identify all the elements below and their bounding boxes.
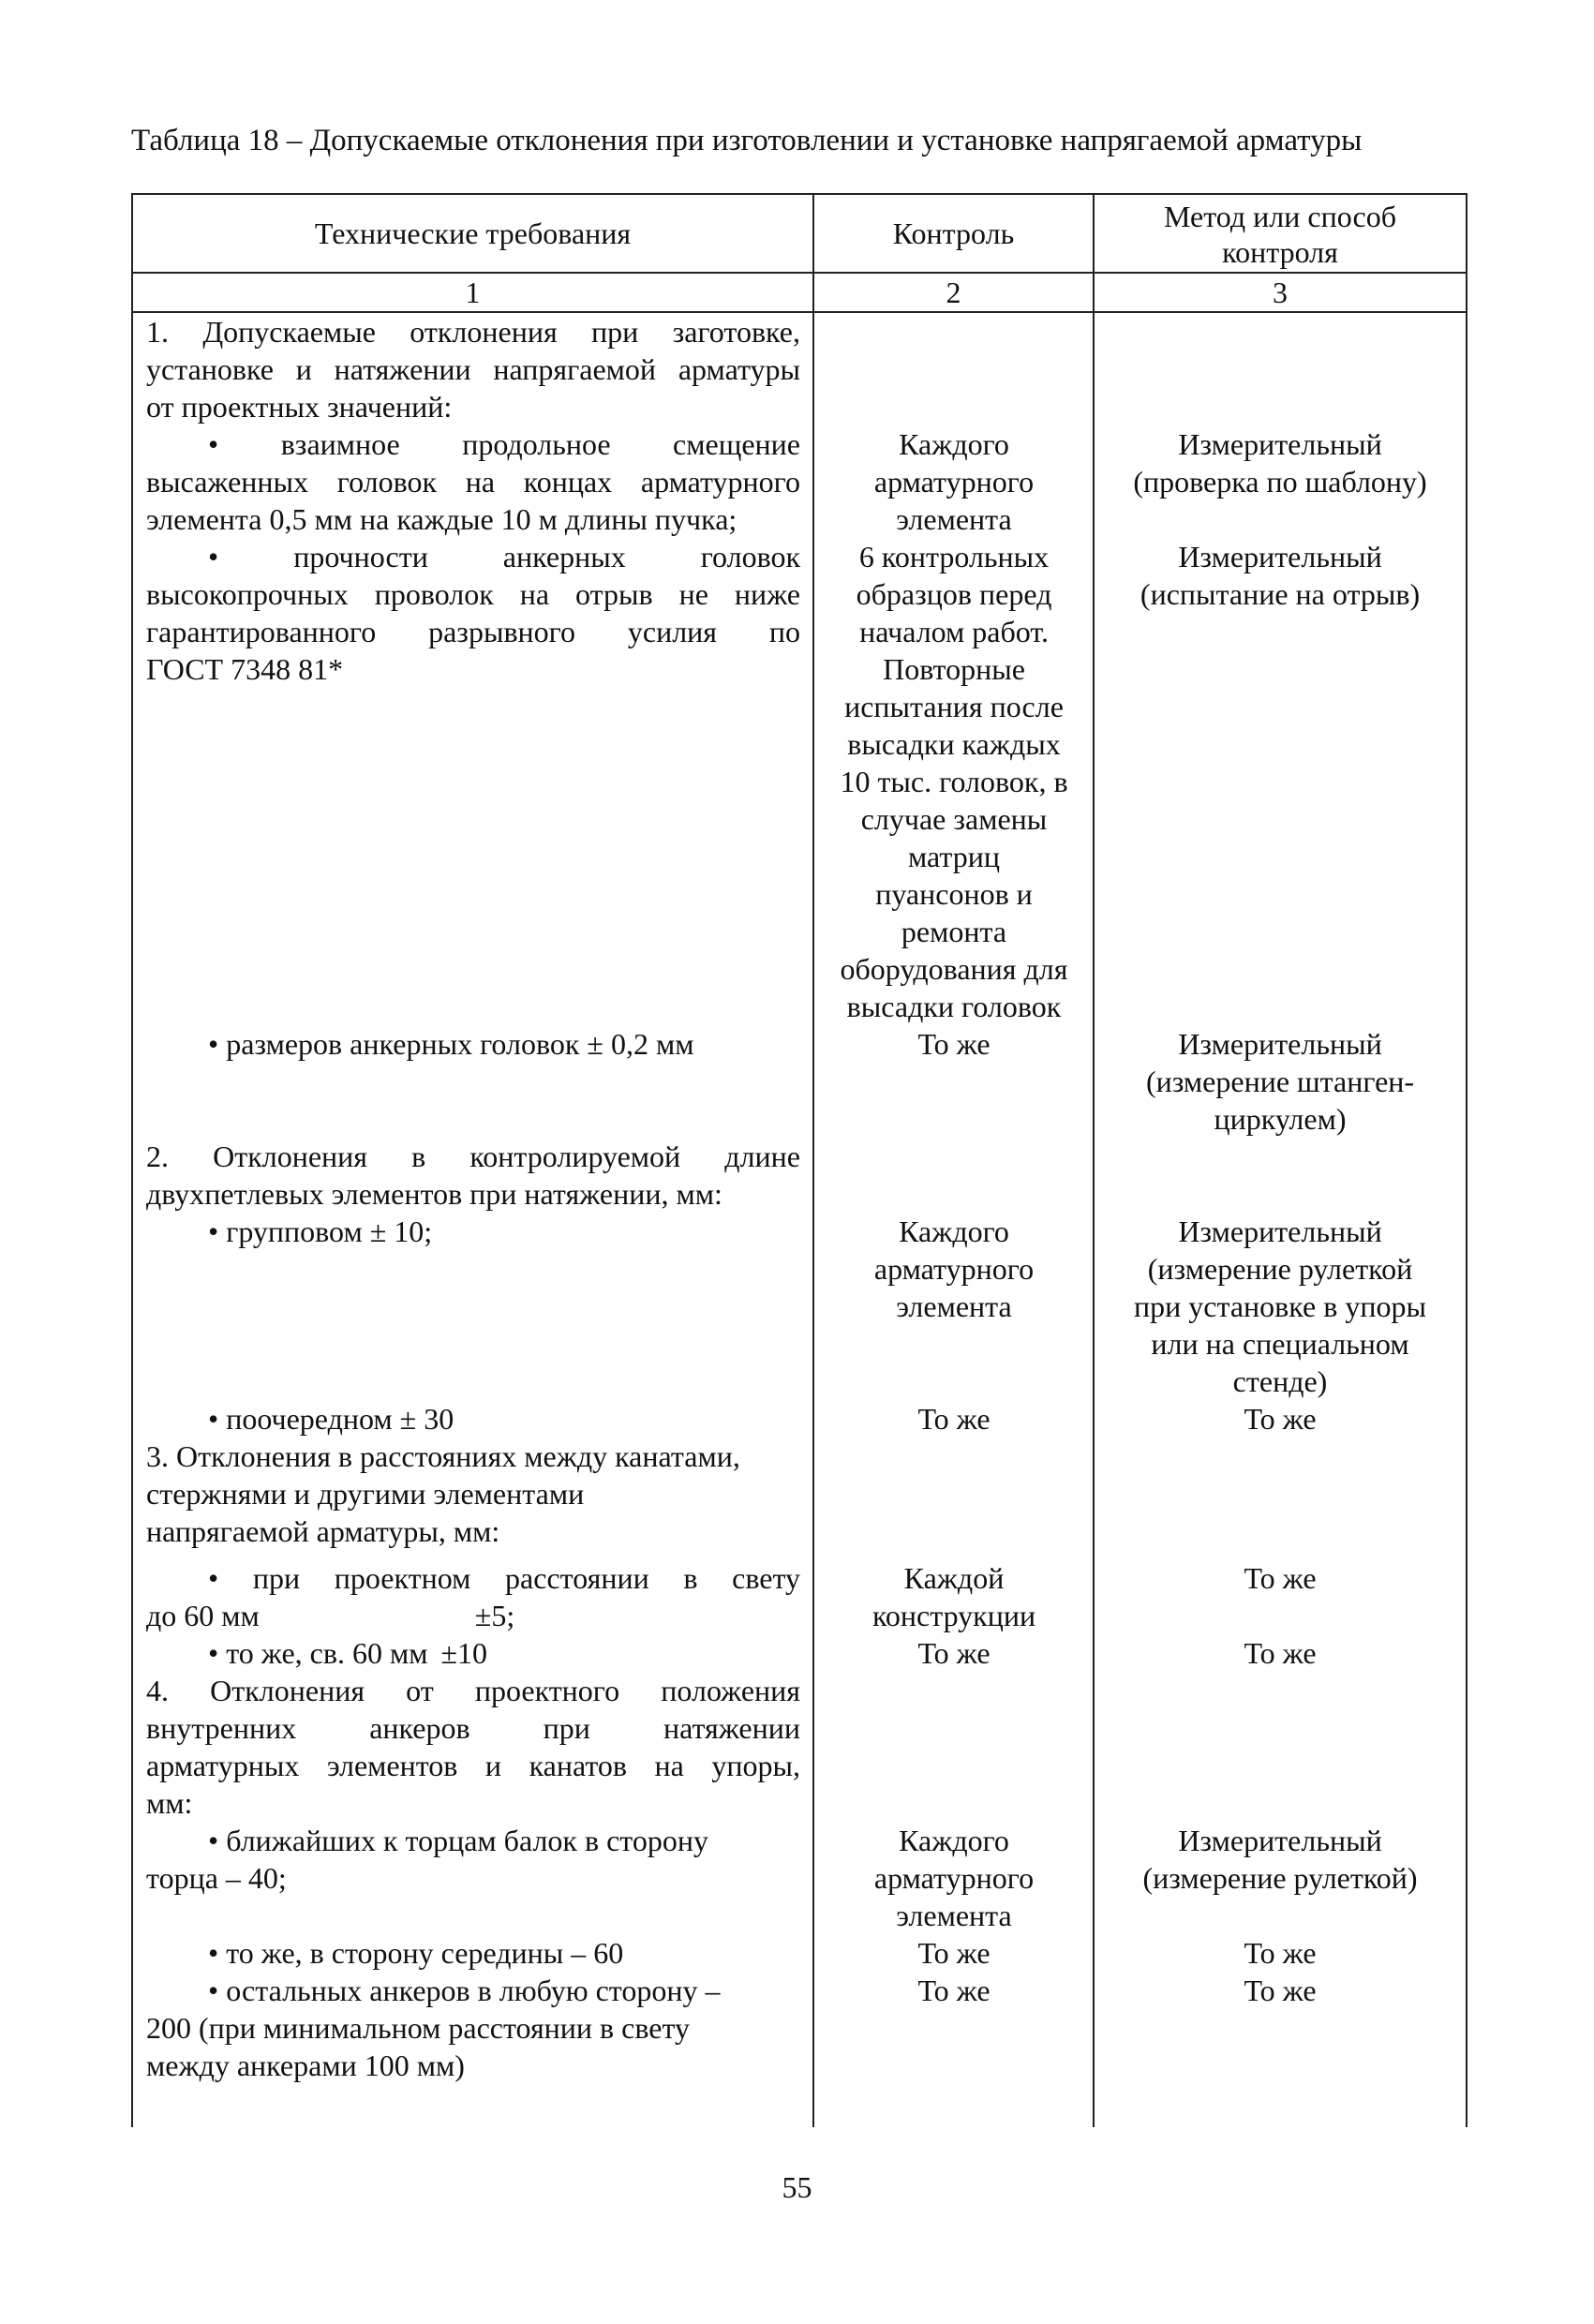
bullet-icon — [208, 1027, 226, 1061]
section-4-item-b-method: То же — [1244, 1936, 1317, 1970]
bullet-icon — [208, 1936, 226, 1970]
header-control: Контроль — [892, 216, 1015, 250]
section-4-item-a-control: Каждого арматурного элемента — [873, 1824, 1035, 1932]
section-1-item-a-control: Каждого арматурного элемента — [873, 427, 1035, 536]
table-caption: Таблица 18 – Допускаемые отклонения при изготовлении и установке напрягаемой арматуры — [131, 124, 1363, 157]
section-4-item-a-method: Измерительный (измерение рулеткой) — [1142, 1824, 1418, 1895]
requirements-table — [131, 193, 1467, 2127]
section-4-title: 4. Отклонения от проектного положения внутренних анкеров при натяжении арматурных элементов и канатов на упоры, мм: — [146, 1674, 800, 1820]
section-3-item-b: • то же, св. 60 мм ±10 — [146, 1634, 800, 1672]
section-1-item-c: • размеров анкерных головок ± 0,2 мм — [146, 1025, 800, 1063]
section-3-title: 3. Отклонения в расстояниях между канатами, стержнями и другими элементами напрягаемой арматуры, мм: — [146, 1439, 740, 1548]
section-1-item-a: • взаимное продольное смещение высаженных головок на концах арматурного элемента 0,5 мм на каждые 10 м длины пучка; — [146, 425, 800, 538]
section-3-item-a-control: Каждой конструкции — [871, 1561, 1036, 1632]
section-1-item-b-control: 6 контрольных образцов перед началом работ. Повторные испытания после высадки каждых 10 тыс. головок, в случае замены матриц пуансонов и ремонта оборудования для высадки головок — [840, 540, 1068, 1023]
page-number: 55 — [782, 2170, 812, 2204]
section-3-item-a-method: То же — [1244, 1561, 1317, 1595]
column-number-2: 2 — [946, 276, 961, 309]
bullet-icon — [208, 1402, 226, 1436]
bullet-icon — [208, 540, 293, 574]
column-divider-2 — [1093, 195, 1095, 1526]
section-1-title: 1. Допускаемые отклонения при заготовке, установке и натяжении напрягаемой арматуры от проектных значений: — [146, 315, 800, 424]
bullet-icon — [208, 1561, 253, 1595]
section-3-item-a: • при проектном расстоянии в свету до 60 мм ±5; — [146, 1559, 800, 1634]
bullet-icon — [208, 1824, 226, 1857]
section-1-item-a-method: Измерительный (проверка по шаблону) — [1133, 427, 1427, 499]
bullet-icon — [208, 1636, 226, 1670]
section-2-item-a-control: Каждого арматурного элемента — [873, 1214, 1035, 1323]
header-technical-requirements: Технические требования — [314, 216, 632, 250]
header-method-line2: контроля — [1222, 235, 1338, 269]
section-4-item-a: • ближайших к торцам балок в сторону торца – 40; — [146, 1822, 800, 1897]
bullet-icon — [208, 427, 281, 461]
section-2-item-a: • групповом ± 10; — [146, 1213, 800, 1250]
section-4-item-b-control: То же — [917, 1936, 991, 1970]
section-4-item-c-control: То же — [917, 1974, 991, 2007]
header-method-line1: Метод или способ — [1164, 200, 1396, 233]
section-2-item-b-control: То же — [917, 1402, 991, 1436]
section-2-item-b-method: То же — [1244, 1402, 1317, 1436]
column-divider-2-lower — [1093, 1526, 1095, 2127]
section-4-item-b: • то же, в сторону середины – 60 — [146, 1934, 800, 1972]
section-3-item-b-method: То же — [1244, 1636, 1317, 1670]
section-3-item-b-control: То же — [917, 1636, 991, 1670]
section-4-item-c: • остальных анкеров в любую сторону – 200 (при минимальном расстоянии в свету между анкерами 100 мм) — [146, 1972, 800, 2084]
column-number-1: 1 — [465, 276, 481, 309]
section-1-item-c-method: Измерительный (измерение штанген- циркулем) — [1145, 1027, 1415, 1136]
section-4-item-c-method: То же — [1244, 1974, 1317, 2007]
section-1-item-c-control: То же — [917, 1027, 991, 1061]
section-2-item-a-method: Измерительный (измерение рулеткой при установке в упоры или на специальном стенде) — [1134, 1214, 1426, 1398]
section-1-item-b: • прочности анкерных головок высокопрочных проволок на отрыв не ниже гарантированного разрывного усилия по ГОСТ 7348 81* — [146, 538, 800, 688]
bullet-icon — [208, 1214, 226, 1248]
bullet-icon — [208, 1974, 226, 2007]
section-1-item-b-method: Измерительный (испытание на отрыв) — [1140, 540, 1421, 611]
header-method — [1095, 199, 1466, 270]
section-2-title: 2. Отклонения в контролируемой длине двухпетлевых элементов при натяжении, мм: — [146, 1140, 800, 1211]
section-2-item-b: • поочередном ± 30 — [146, 1400, 800, 1438]
column-number-3: 3 — [1273, 276, 1288, 309]
column-divider-1 — [812, 195, 814, 2127]
